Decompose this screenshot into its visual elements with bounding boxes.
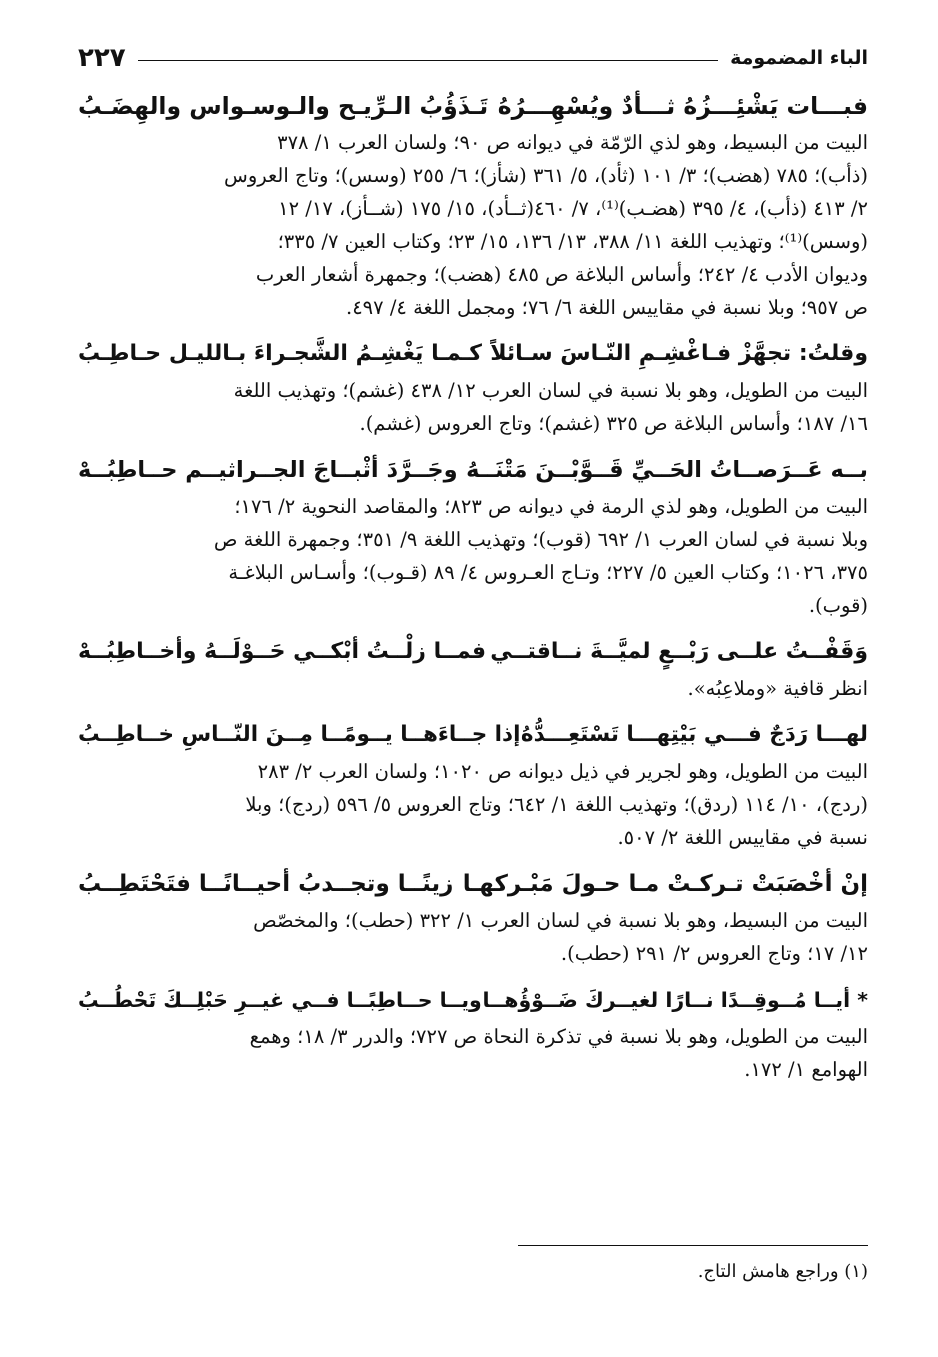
verse-entry [78, 86, 868, 334]
verse-entry [78, 450, 868, 632]
verse-entry [78, 864, 868, 980]
first-hemistich: إنْ أخْصَبَتْ تـركـتْ مـا حـولَ مَبْـركهـا [462, 871, 868, 897]
verse-commentary [78, 1020, 868, 1086]
commentary-line: البيت من البسيط، وهو بلا نسبة في لسان العرب ١/ ٣٢٢ (حطب)؛ والمخصّص [253, 909, 868, 932]
commentary-line: ٢/ ٤١٣ (ذأب)، ٤/ ٣٩٥ (هضـب)⁽¹⁾، ٧/ ٤٦٠(ثــأد)، ١٥/ ١٧٥ (شــأز)، ١٧/ ١٢ [278, 197, 868, 220]
commentary-line: ١٢/ ١٧؛ وتاج العروس ٢/ ٢٩١ (حطب). [560, 942, 868, 965]
verse-line [78, 450, 868, 490]
entries-list [78, 86, 868, 1096]
commentary-line: البيت من البسيط، وهو لذي الرّمّة في ديوانه ص ٩٠؛ ولسان العرب ١/ ٣٧٨ [277, 131, 868, 154]
commentary-line: وبلا نسبة في لسان العرب ١/ ٦٩٢ (قوب)؛ وتهذيب اللغة ٩/ ٣٥١؛ وجمهرة اللغة ص [213, 528, 868, 551]
verse-line [78, 86, 868, 126]
second-hemistich: فمــا زلْــتُ أبْكــي حَــوْلَــهُ وأخــاطِبُــهْ [78, 639, 487, 664]
verse-commentary [78, 490, 868, 622]
verse-entry [78, 632, 868, 715]
verse-commentary [78, 755, 868, 854]
commentary-line: البيت من الطويل، وهو بلا نسبة في لسان العرب ١٢/ ٤٣٨ (غشم)؛ وتهذيب اللغة [233, 379, 868, 402]
second-hemistich: وجَــرَّدَ أثْبــاجَ الجــراثيــم حــاطِبُــهْ [78, 457, 458, 483]
commentary-line: وديوان الأدب ٤/ ٢٤٢؛ وأساس البلاغة ص ٤٨٥ (هضب)؛ وجمهرة أشعار العرب [255, 263, 868, 286]
commentary-line: (قوب). [808, 594, 868, 617]
verse-commentary [78, 904, 868, 970]
first-hemistich: * أيــا مُــوقِــدًا نــارًا لغيــركَ ضَــوْؤُهــا [482, 988, 868, 1012]
commentary-line: (ردج)، ١٠/ ١١٤ (ردق)؛ وتهذيب اللغة ١/ ٦٤٢؛ وتاج العروس ٥/ ٥٩٦ (ردج)؛ وبلا [245, 793, 868, 816]
verse-line [78, 980, 868, 1020]
commentary-line: الهوامع ١/ ١٧٢. [744, 1058, 868, 1081]
first-hemistich: فبـــات يَشْئِـــزُهُ ثـــأدٌ ويُسْهِـــرُهُ [497, 92, 868, 120]
first-hemistich: بــه عَــرَصــاتُ الحَــيِّ قَــوَّبْــنَ مَتْنَــهُ [466, 457, 868, 483]
second-hemistich: تَـذَؤُبُ الـرِّيـح والـوسـواس والهِضَـبُ [78, 92, 489, 120]
commentary-line: (ذأب)؛ ٧٨٥ (هضب)؛ ٣/ ١٠١ (ثأد)، ٥/ ٣٦١ (شأز)؛ ٦/ ٢٥٥ (وسس)؛ وتاج العروس [224, 164, 868, 187]
chapter-title: الباء المضمومة [730, 47, 868, 69]
commentary-line: انظر قافية «وملاعِبُه». [687, 677, 868, 700]
verse-entry [78, 715, 868, 864]
commentary-line: البيت من الطويل، وهو لجرير في ذيل ديوانه ص ١٠٢٠؛ ولسان العرب ٢/ ٢٨٣ [257, 760, 868, 783]
verse-line [78, 632, 868, 672]
running-header [78, 40, 868, 76]
commentary-line: نسبة في مقاييس اللغة ٢/ ٥٠٧. [617, 826, 868, 849]
footnote-rule [518, 1245, 868, 1246]
page-number: ٢٢٧ [78, 43, 126, 73]
commentary-line: ٣٧٥، ١٠٢٦؛ وكتاب العين ٥/ ٢٢٧؛ وتـاج العـروس ٤/ ٨٩ (قـوب)؛ وأسـاس البلاغـة [228, 561, 868, 584]
commentary-line: البيت من الطويل، وهو لذي الرمة في ديوانه ص ٨٢٣؛ والمقاصد النحوية ٢/ ١٧٦؛ [234, 495, 868, 518]
verse-line [78, 334, 868, 374]
verse-commentary [78, 126, 868, 324]
commentary-line: (وسس)⁽¹⁾؛ وتهذيب اللغة ١١/ ٣٨٨، ١٣/ ١٣٦، ١٥/ ٢٣؛ وكتاب العين ٧/ ٣٣٥؛ [277, 230, 868, 253]
page [78, 40, 868, 1320]
first-hemistich: وَقَفْــتُ علــى رَبْــعٍ لميَّــةَ نــاقتــي [490, 639, 868, 664]
second-hemistich: ويــا حــاطِبًــا فــي غيــرِ حَبْلِــكَ تَحْطُــبُ [78, 988, 482, 1012]
first-hemistich: لهـــا رَدَجٌ فـــي بَيْتِهـــا تَسْتَعِـــدُّهُ [520, 722, 868, 747]
first-hemistich: وقلتُ: تجهَّزْ فـاغْشِـمِ النّـاسَ سـائلاً [490, 341, 868, 366]
second-hemistich: إذا جــاءَهــا يــومًــا مِــنَ النّــاسِ خــاطِــبُ [78, 722, 521, 747]
commentary-line: البيت من الطويل، وهو بلا نسبة في تذكرة النحاة ص ٧٢٧؛ والدرر ٣/ ١٨؛ وهمع [249, 1025, 868, 1048]
verse-line [78, 864, 868, 904]
verse-entry [78, 980, 868, 1096]
verse-commentary [78, 672, 868, 705]
header-rule [138, 60, 718, 61]
second-hemistich: كـمـا يَغْشِـمُ الشَّجـراءَ بـالليـل حـاطِـبُ [78, 341, 482, 366]
second-hemistich: زينًــا وتجــدبُ أحيــانًــا فتَحْتَطِــبُ [78, 871, 454, 897]
verse-commentary [78, 374, 868, 440]
footnote: (١) وراجع هامش التاج. [697, 1261, 868, 1282]
verse-entry [78, 334, 868, 450]
verse-line [78, 715, 868, 755]
commentary-line: ص ٩٥٧؛ وبلا نسبة في مقاييس اللغة ٦/ ٧٦؛ ومجمل اللغة ٤/ ٤٩٧. [346, 296, 868, 319]
commentary-line: ١٦/ ١٨٧؛ وأساس البلاغة ص ٣٢٥ (غشم)؛ وتاج العروس (غشم). [359, 412, 868, 435]
